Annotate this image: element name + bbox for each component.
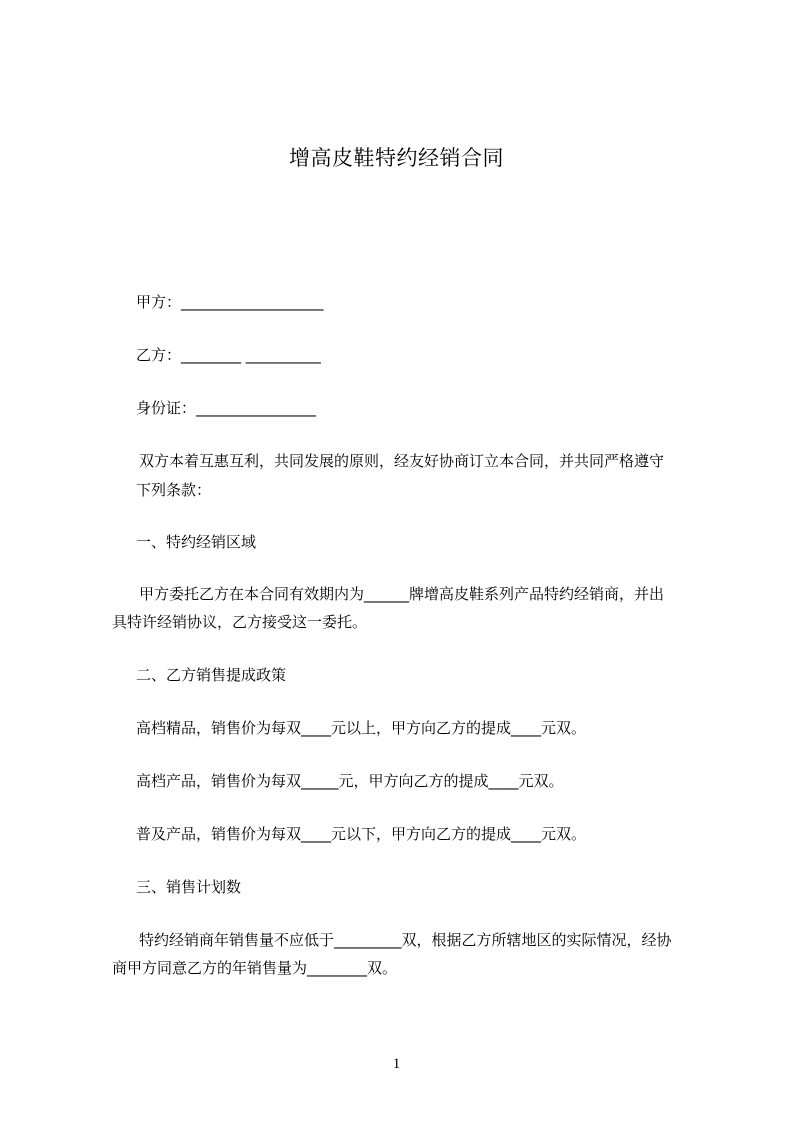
section-3-line-1: 特约经销商年销售量不应低于_________双，根据乙方所辖地区的实际情况，经协 <box>139 931 672 949</box>
section-3-heading: 三、销售计划数 <box>136 878 242 896</box>
document-title: 增高皮鞋特约经销合同 <box>289 146 504 170</box>
section-1-heading: 一、特约经销区域 <box>136 533 257 551</box>
section-1-line-1: 甲方委托乙方在本合同有效期内为______牌增高皮鞋系列产品特约经销商，并出 <box>139 585 665 603</box>
section-3-line-2: 商甲方同意乙方的年销售量为________双。 <box>112 959 398 977</box>
section-1-line-2: 具特许经销协议，乙方接受这一委托。 <box>112 613 368 631</box>
section-2-heading: 二、乙方销售提成政策 <box>136 666 287 684</box>
intro-line-2: 下列条款： <box>136 481 212 499</box>
section-2-item-3: 普及产品，销售价为每双____元以下，甲方向乙方的提成____元双。 <box>136 825 587 843</box>
section-2-item-1: 高档精品，销售价为每双____元以上，甲方向乙方的提成____元双。 <box>136 719 587 737</box>
intro-line-1: 双方本着互惠互利，共同发展的原则，经友好协商订立本合同，并共同严格遵守 <box>139 452 665 470</box>
party-b-line: 乙方：________ __________ <box>136 346 321 364</box>
page-number: 1 <box>392 1056 401 1072</box>
section-2-item-2: 高档产品，销售价为每双_____元，甲方向乙方的提成____元双。 <box>136 772 564 790</box>
id-card-line: 身份证：________________ <box>136 399 317 417</box>
party-a-line: 甲方：___________________ <box>136 293 324 311</box>
